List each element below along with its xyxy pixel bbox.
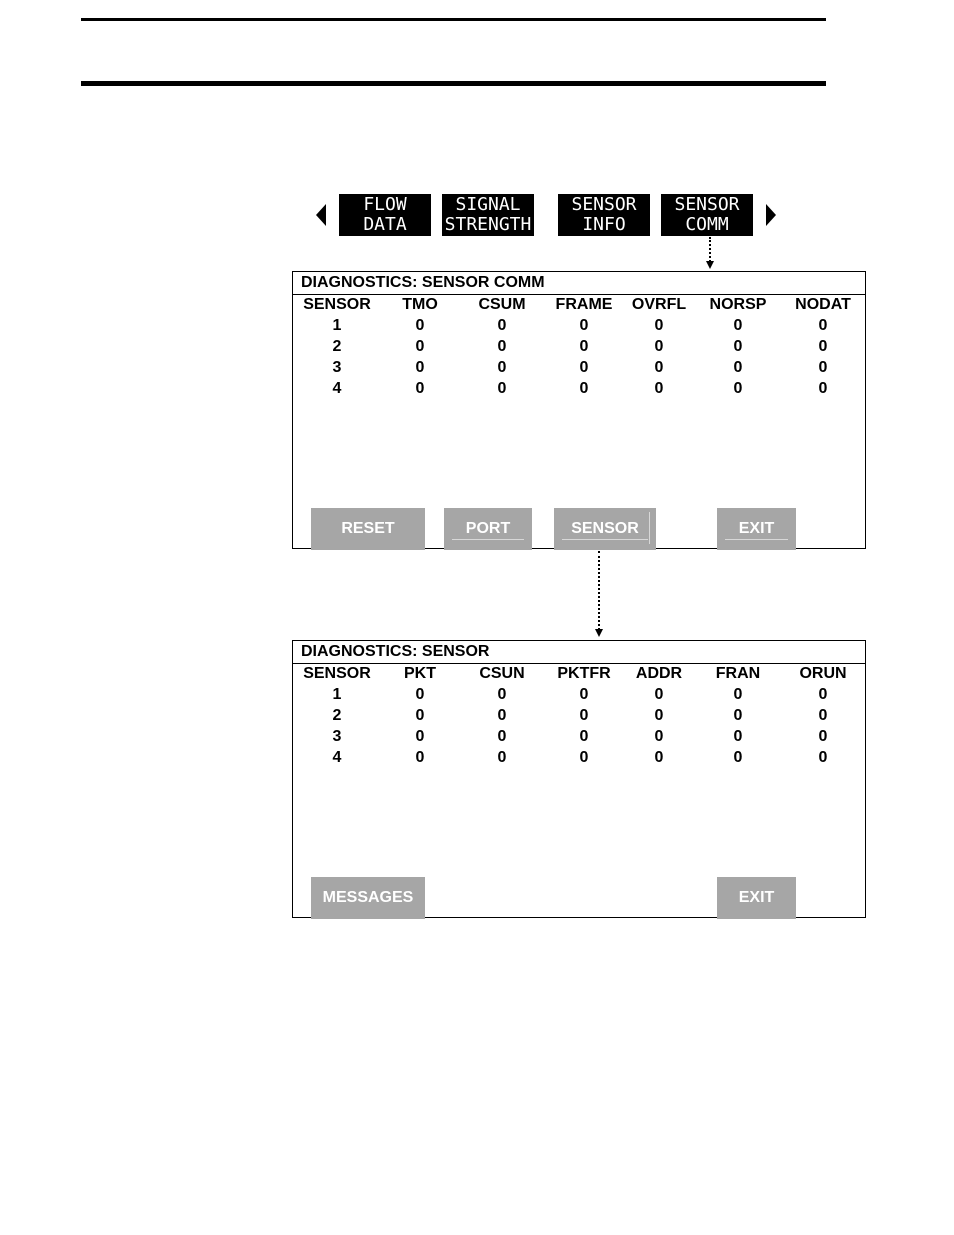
table-cell: 0: [818, 707, 828, 724]
table-cell: 0: [818, 749, 828, 766]
table-cell: 0: [733, 338, 743, 355]
table-cell: 0: [818, 338, 828, 355]
softkey-signal-strength[interactable]: SIGNAL STRENGTH: [442, 194, 534, 236]
table-cell: 0: [579, 728, 589, 745]
table-cell: 0: [733, 707, 743, 724]
table-cell: 3: [332, 728, 342, 745]
table-cell: 0: [654, 749, 664, 766]
table-cell: 0: [818, 359, 828, 376]
table-cell: 0: [497, 359, 507, 376]
table-cell: 0: [579, 707, 589, 724]
sensor-button[interactable]: SENSOR: [554, 508, 656, 550]
table-cell: 0: [497, 686, 507, 703]
header-rule-thick: [81, 81, 826, 86]
table-cell: 0: [497, 338, 507, 355]
table-cell: 0: [579, 380, 589, 397]
softkey-sensor-info[interactable]: SENSOR INFO: [558, 194, 650, 236]
column-header: PKT: [404, 665, 436, 682]
table-cell: 0: [497, 749, 507, 766]
column-header: SENSOR: [303, 296, 371, 313]
table-cell: 0: [579, 338, 589, 355]
table-cell: 1: [332, 686, 342, 703]
table-cell: 0: [415, 686, 425, 703]
messages-button[interactable]: MESSAGES: [311, 877, 425, 919]
table-cell: 0: [818, 380, 828, 397]
table-cell: 0: [733, 686, 743, 703]
table-cell: 0: [415, 359, 425, 376]
connector-line: [709, 237, 711, 262]
table-cell: 0: [654, 728, 664, 745]
reset-button[interactable]: RESET: [311, 508, 425, 550]
column-header: CSUN: [479, 665, 525, 682]
table-cell: 1: [332, 317, 342, 334]
menu-scroll-right-icon[interactable]: [766, 204, 776, 226]
table-cell: 0: [733, 359, 743, 376]
table-cell: 0: [818, 728, 828, 745]
connector-line: [598, 551, 600, 630]
table-cell: 0: [415, 707, 425, 724]
panel-title: DIAGNOSTICS: SENSOR COMM: [301, 274, 545, 291]
table-cell: 0: [497, 317, 507, 334]
table-cell: 0: [654, 338, 664, 355]
table-cell: 0: [818, 686, 828, 703]
connector-arrow-icon: [706, 261, 714, 269]
column-header: PKTFR: [557, 665, 611, 682]
table-cell: 2: [332, 338, 342, 355]
table-cell: 0: [654, 380, 664, 397]
table-cell: 3: [332, 359, 342, 376]
table-cell: 0: [733, 380, 743, 397]
table-cell: 0: [415, 380, 425, 397]
softkey-flow-data[interactable]: FLOW DATA: [339, 194, 431, 236]
column-header: FRAN: [715, 665, 761, 682]
table-cell: 0: [415, 338, 425, 355]
table-cell: 0: [818, 317, 828, 334]
port-button[interactable]: PORT: [444, 508, 532, 550]
table-cell: 0: [733, 728, 743, 745]
table-cell: 0: [415, 317, 425, 334]
table-cell: 0: [579, 686, 589, 703]
header-rule-thin: [81, 18, 826, 21]
table-cell: 0: [733, 749, 743, 766]
column-header: SENSOR: [303, 665, 371, 682]
column-header: NORSP: [709, 296, 767, 313]
table-cell: 0: [579, 749, 589, 766]
table-cell: 0: [654, 707, 664, 724]
column-header: TMO: [402, 296, 438, 313]
table-cell: 4: [332, 380, 342, 397]
table-cell: 0: [654, 686, 664, 703]
table-cell: 2: [332, 707, 342, 724]
column-header: ADDR: [635, 665, 683, 682]
exit-button[interactable]: EXIT: [717, 877, 796, 919]
table-cell: 0: [497, 707, 507, 724]
title-divider: [293, 294, 865, 295]
table-cell: 0: [579, 359, 589, 376]
menu-scroll-left-icon[interactable]: [316, 204, 326, 226]
table-cell: 0: [497, 380, 507, 397]
column-header: ORUN: [799, 665, 847, 682]
column-header: CSUM: [478, 296, 526, 313]
softkey-sensor-comm[interactable]: SENSOR COMM: [661, 194, 753, 236]
column-header: OVRFL: [631, 296, 687, 313]
title-divider: [293, 663, 865, 664]
diagnostics-sensor-panel: [292, 640, 866, 918]
table-cell: 0: [415, 728, 425, 745]
exit-button[interactable]: EXIT: [717, 508, 796, 550]
column-header: FRAME: [555, 296, 613, 313]
table-cell: 0: [415, 749, 425, 766]
diagnostics-sensor-comm-panel: [292, 271, 866, 549]
connector-arrow-icon: [595, 629, 603, 637]
table-cell: 0: [579, 317, 589, 334]
table-cell: 0: [654, 359, 664, 376]
table-cell: 0: [654, 317, 664, 334]
table-cell: 0: [733, 317, 743, 334]
panel-title: DIAGNOSTICS: SENSOR: [301, 643, 490, 660]
table-cell: 0: [497, 728, 507, 745]
column-header: NODAT: [795, 296, 851, 313]
table-cell: 4: [332, 749, 342, 766]
